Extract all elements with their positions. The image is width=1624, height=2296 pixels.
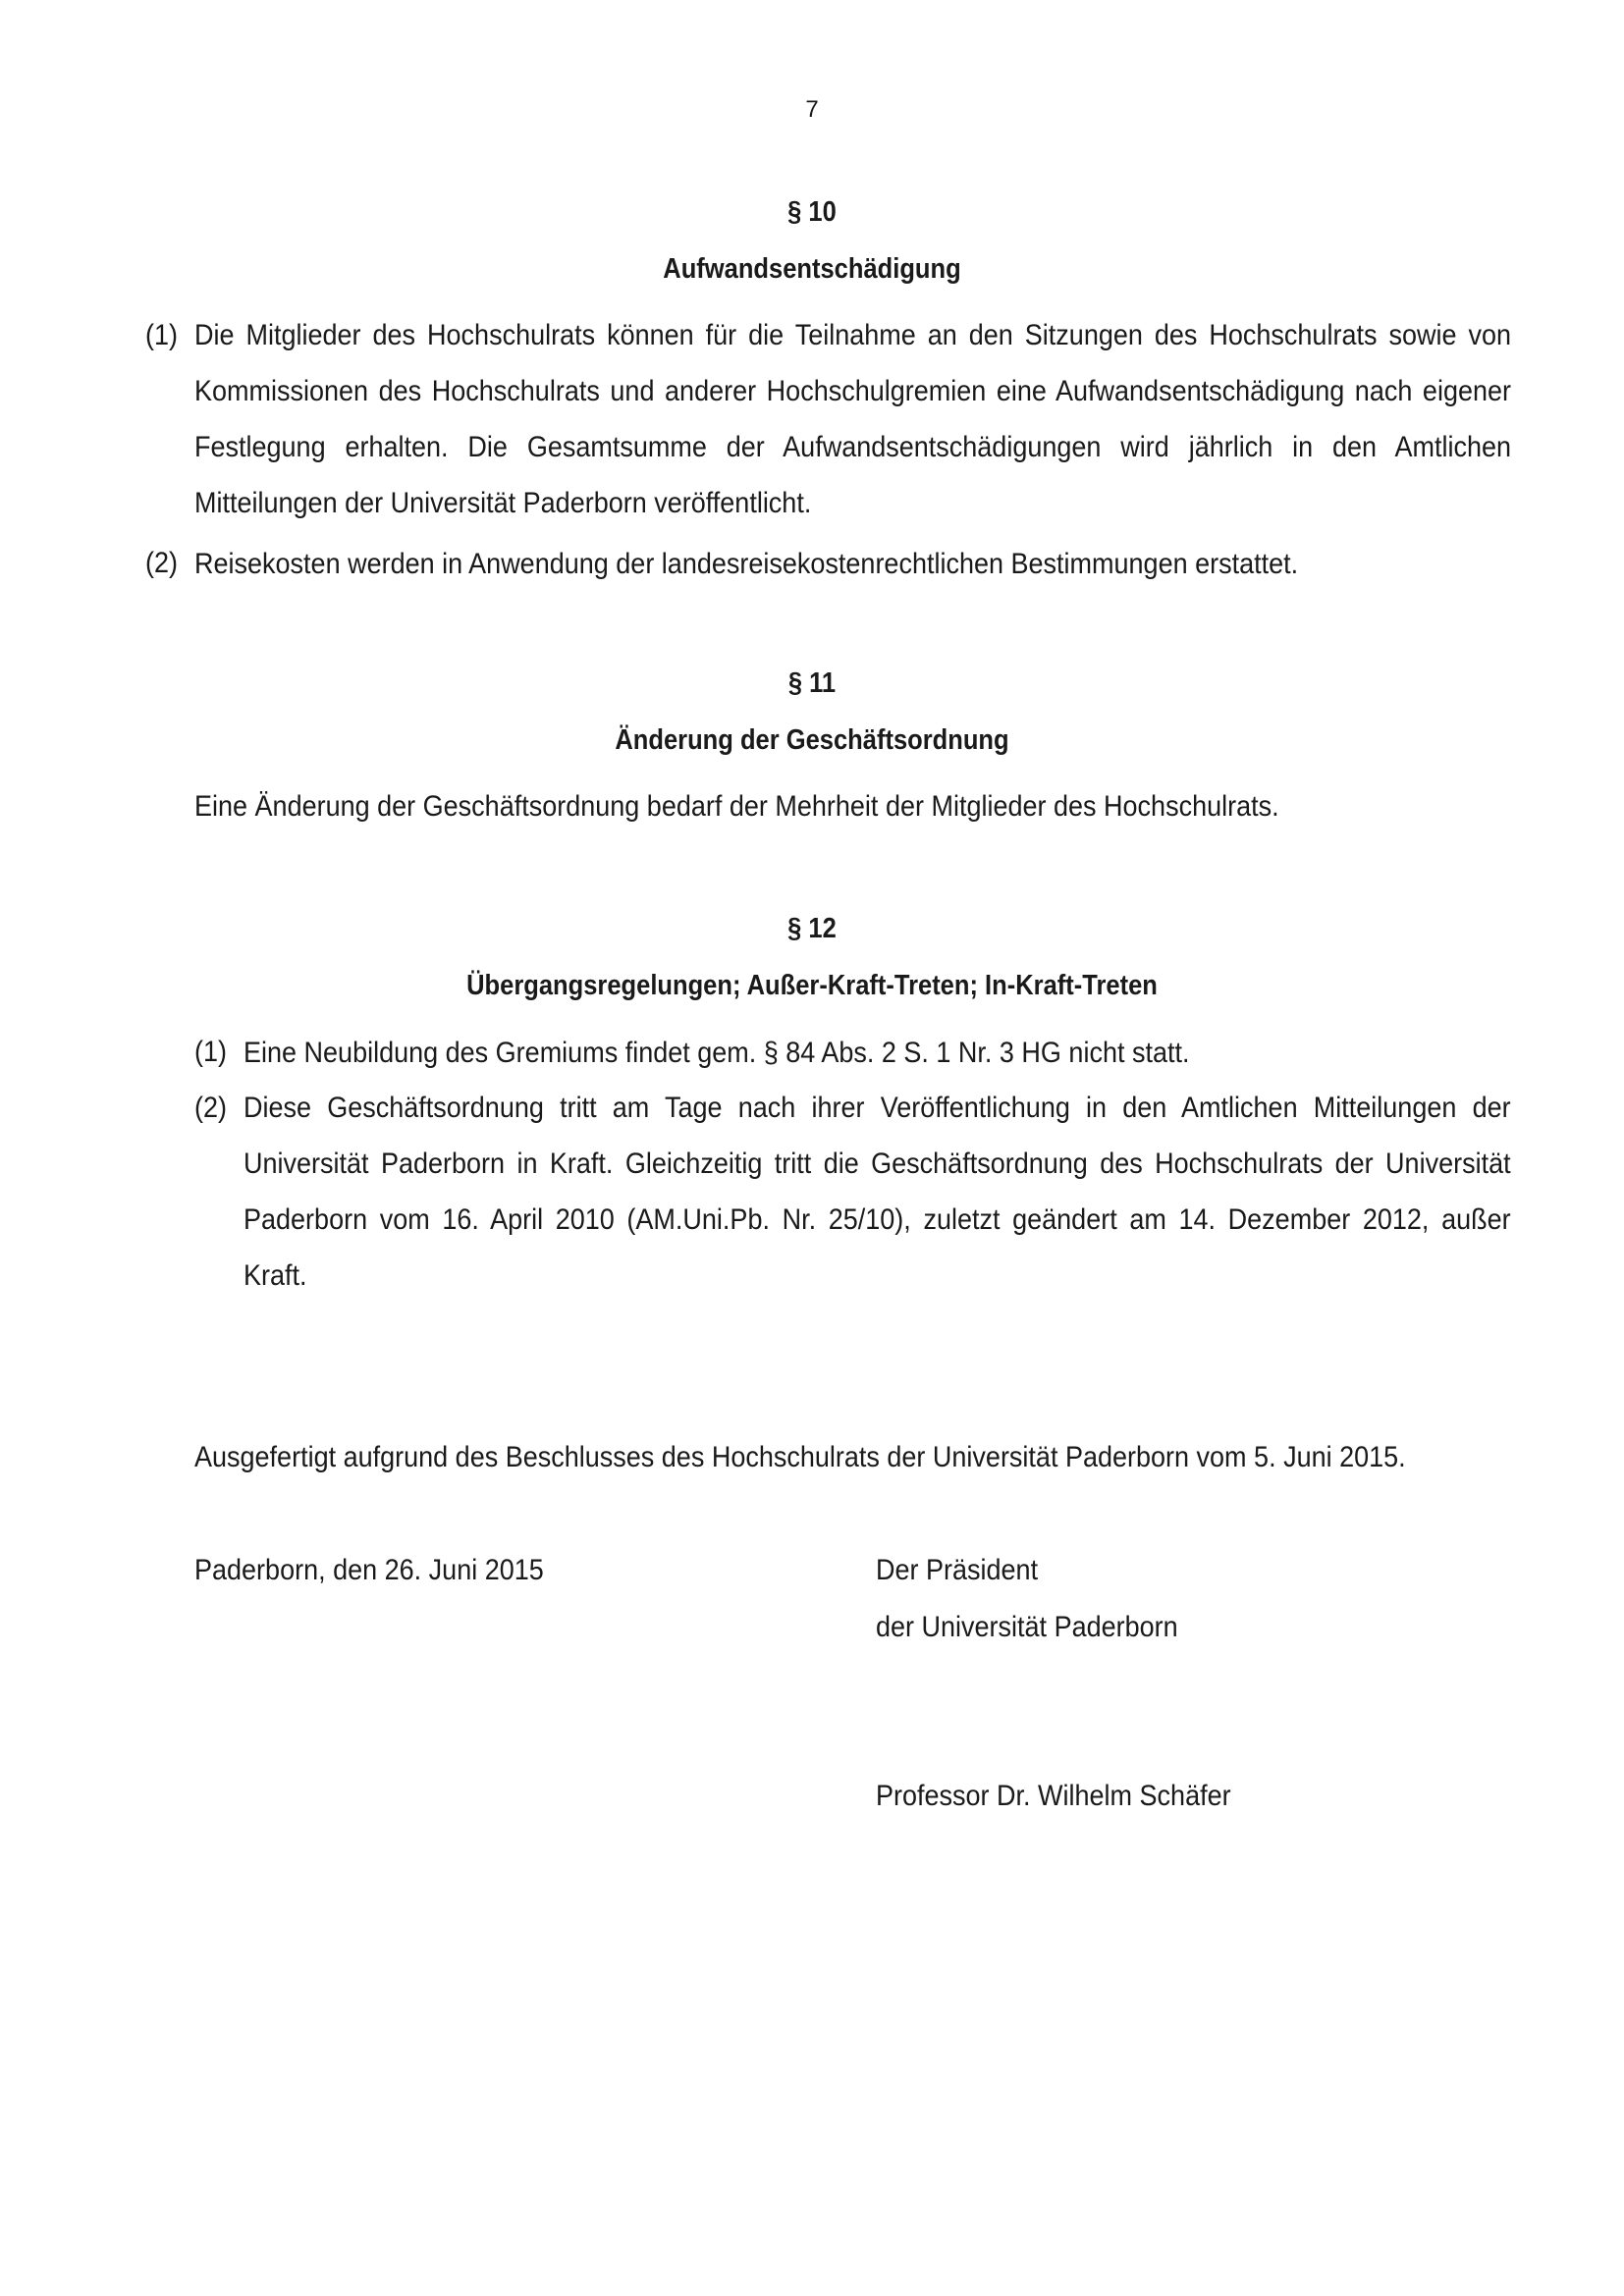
section-10-item-1-text: Die Mitglieder des Hochschulrats können für die Teilnahme an den Sitzungen des Hochschulrats sowie von Kommissionen des Hochschulrats und anderer Hochschulgremien eine Aufwandsentschädigung nach eigener Festlegung erhalten. Die Gesamtsumme der Aufwandsentschädigungen wird jährlich in den Amtlichen Mitteilungen der Universität Paderborn veröffentlicht. bbox=[194, 319, 1511, 519]
signatory-name: Professor Dr. Wilhelm Schäfer bbox=[876, 1780, 1231, 1812]
section-11-title: Änderung der Geschäftsordnung bbox=[615, 724, 1009, 756]
section-12-item-1-number: (1) bbox=[194, 1036, 228, 1068]
section-10-title: Aufwandsentschädigung bbox=[663, 253, 961, 285]
signatory-institution: der Universität Paderborn bbox=[876, 1611, 1178, 1643]
section-12-item-2-text: Diese Geschäftsordnung tritt am Tage nach ihrer Veröffentlichung in den Amtlichen Mitteilungen der Universität Paderborn in Kraft. Gleichzeitig tritt die Geschäftsordnung des Hochschulrats der Universität Paderborn vom 16. April 2010 (AM.Uni.Pb. Nr. 25/10), zuletzt geändert am 14. Dezember 2012, außer Kraft. bbox=[244, 1092, 1511, 1292]
section-12-item-2-number: (2) bbox=[194, 1092, 228, 1124]
section-11-text: Eine Änderung der Geschäftsordnung bedarf der Mehrheit der Mitglieder des Hochschulrats. bbox=[194, 790, 1279, 823]
section-10-item-2-number: (2) bbox=[145, 547, 179, 579]
section-12-item-1-text: Eine Neubildung des Gremiums findet gem. § 84 Abs. 2 S. 1 Nr. 3 HG nicht statt. bbox=[244, 1037, 1190, 1069]
page-number: 7 bbox=[805, 96, 819, 123]
closing-statement: Ausgefertigt aufgrund des Beschlusses des Hochschulrats der Universität Paderborn vom 5. Juni 2015. bbox=[194, 1441, 1406, 1473]
section-10-item-1-number: (1) bbox=[145, 319, 179, 351]
section-12-title: Übergangsregelungen; Außer-Kraft-Treten; In-Kraft-Treten bbox=[466, 970, 1158, 1001]
signatory-title: Der Präsident bbox=[876, 1554, 1039, 1586]
section-12-symbol: § 12 bbox=[787, 913, 837, 944]
section-10-item-2-text: Reisekosten werden in Anwendung der landesreisekostenrechtlichen Bestimmungen erstattet. bbox=[194, 548, 1299, 580]
section-11-symbol: § 11 bbox=[787, 667, 837, 699]
place-and-date: Paderborn, den 26. Juni 2015 bbox=[194, 1554, 544, 1586]
section-10-symbol: § 10 bbox=[787, 196, 837, 228]
